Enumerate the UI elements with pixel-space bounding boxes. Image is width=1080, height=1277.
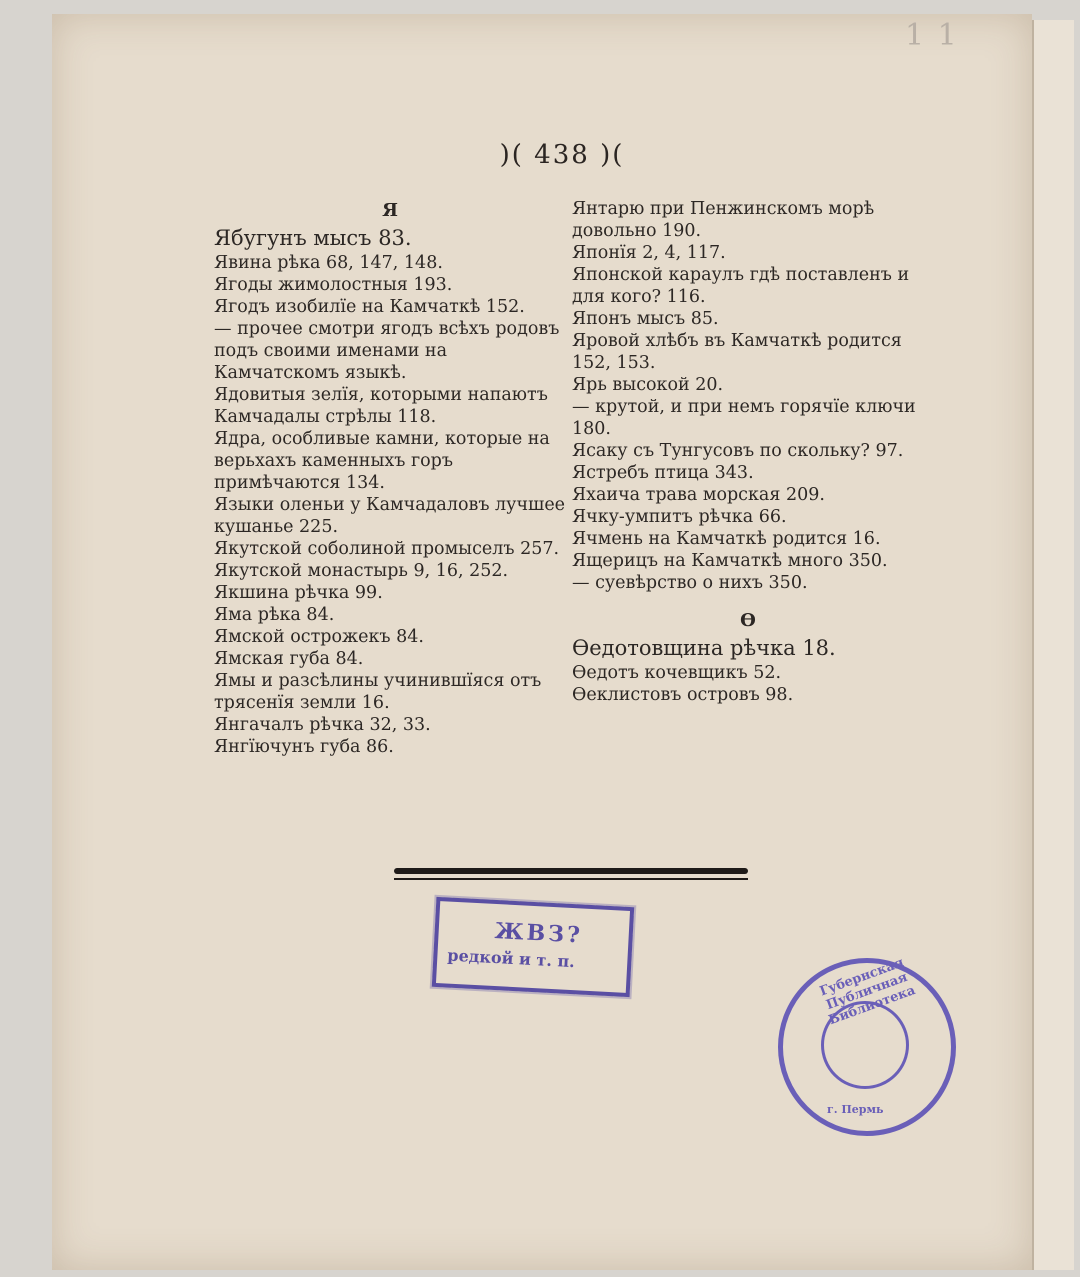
index-entry: Ябугунъ мысъ 83. bbox=[214, 226, 412, 250]
index-entry: Ярь высокой 20. bbox=[572, 375, 724, 395]
index-entry: — крутой, и при немъ горячїе ключи 180. bbox=[572, 397, 916, 439]
library-stamp-rectangular bbox=[432, 897, 634, 997]
index-entry: Ягодъ изобилїе на Камчаткѣ 152. bbox=[214, 297, 525, 317]
index-entry: Ямской острожекъ 84. bbox=[214, 627, 424, 647]
stamp-city: г. Пермь bbox=[827, 1103, 884, 1116]
index-entry: Яхаича трава морская 209. bbox=[572, 485, 825, 505]
section-letter-fita: Ѳ bbox=[740, 610, 756, 631]
stamp-label: редкой и т. п. bbox=[446, 945, 576, 972]
page-number: )( 438 )( bbox=[499, 140, 625, 170]
stamp-number: ЖВЗ? bbox=[494, 917, 584, 949]
index-entry: Ясаку съ Тунгусовъ по скольку? 97. bbox=[572, 441, 904, 461]
index-entry: Ѳеклистовъ островъ 98. bbox=[572, 685, 794, 705]
index-entry: Ядра, особливые камни, которые на верьхахъ каменныхъ горъ примѣчаются 134. bbox=[214, 429, 550, 493]
stamp-ring-text: Губернская Публичная Библиотека bbox=[817, 955, 918, 1029]
index-entry: Янгачалъ рѣчка 32, 33. bbox=[214, 715, 431, 735]
index-entry: Яма рѣка 84. bbox=[214, 605, 335, 625]
index-entry: — прочее смотри ягодъ всѣхъ родовъ подъ своими именами на Камчатскомъ языкѣ. bbox=[214, 319, 560, 383]
index-entry: Японъ мысъ 85. bbox=[572, 309, 719, 329]
index-entry: Янгїючунъ губа 86. bbox=[214, 737, 394, 757]
index-entry: Ямы и разсѣлины учинившїяся отъ трясенїя земли 16. bbox=[214, 671, 542, 713]
left-column bbox=[214, 198, 566, 758]
index-entry: Яровой хлѣбъ въ Камчаткѣ родится 152, 153. bbox=[572, 331, 902, 373]
index-entry: Ѳедотовщина рѣчка 18. bbox=[572, 636, 836, 660]
index-entry: Ячмень на Камчаткѣ родится 16. bbox=[572, 529, 881, 549]
stamp-inner-circle bbox=[821, 1001, 909, 1089]
closing-rule bbox=[394, 868, 748, 874]
index-entry: Японской караулъ гдѣ поставленъ и для кого? 116. bbox=[572, 265, 910, 307]
index-entry: Якшина рѣчка 99. bbox=[214, 583, 383, 603]
closing-rule-thin bbox=[394, 878, 748, 880]
book-spine bbox=[1032, 20, 1074, 1270]
index-entry: Якутской соболиной промыселъ 257. bbox=[214, 539, 560, 559]
index-entry: Ягоды жимолостныя 193. bbox=[214, 275, 453, 295]
right-column bbox=[572, 198, 924, 706]
index-entry: Якутской монастырь 9, 16, 252. bbox=[214, 561, 509, 581]
corner-handwritten-mark: 1 1 bbox=[905, 18, 959, 53]
library-stamp-round bbox=[778, 955, 956, 1136]
index-entry: Ячку-умпитъ рѣчка 66. bbox=[572, 507, 787, 527]
section-letter-ya: Я bbox=[382, 200, 398, 221]
index-entry: Языки оленьи у Камчадаловъ лучшее кушанье 225. bbox=[214, 495, 566, 537]
index-entry: Ястребъ птица 343. bbox=[572, 463, 754, 483]
index-entry: Ядовитыя зелїя, которыми напаютъ Камчадалы стрѣлы 118. bbox=[214, 385, 548, 427]
index-entry: Японїя 2, 4, 117. bbox=[572, 243, 726, 263]
index-entry: Янтарю при Пенжинскомъ морѣ довольно 190. bbox=[572, 199, 875, 241]
index-entry: — суевѣрство о нихъ 350. bbox=[572, 573, 808, 593]
index-entry: Ямская губа 84. bbox=[214, 649, 364, 669]
index-entry: Явина рѣка 68, 147, 148. bbox=[214, 253, 443, 273]
index-entry: Ѳедотъ кочевщикъ 52. bbox=[572, 663, 782, 683]
page-header bbox=[0, 140, 1080, 170]
index-entry: Ящерицъ на Камчаткѣ много 350. bbox=[572, 551, 888, 571]
